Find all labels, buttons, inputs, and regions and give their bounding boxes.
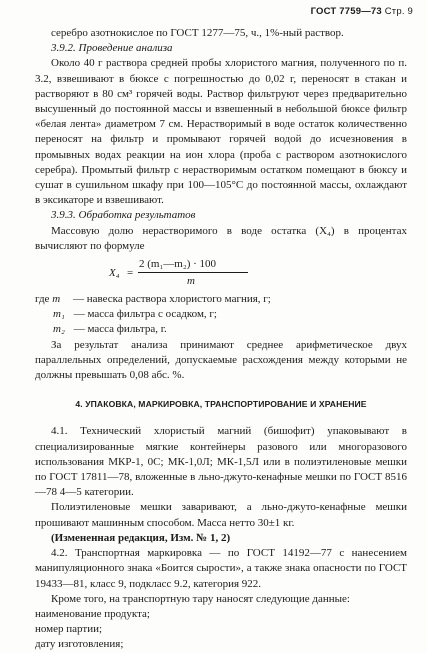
chapter-4-title: 4. УПАКОВКА, МАРКИРОВКА, ТРАНСПОРТИРОВАНИЕ И ХРАНЕНИЕ <box>75 399 367 410</box>
section-3-9-3-text: Массовую долю нерастворимого в воде остатка (X₄) в процентах вычисляют по формуле <box>35 224 407 252</box>
formula-numerator: 2 (m₁—m₂) · 100 <box>139 258 217 271</box>
result-text: За результат анализа принимают среднее арифметическое двух параллельных определений, допускаемые расхождения между которыми не должны превышать 0,08 абс. %. <box>35 338 407 382</box>
formula-lhs: X₄ <box>109 267 120 280</box>
section-4-1-edit-note: (Измененная редакция, Изм. № 1, 2) <box>51 531 231 544</box>
document-body <box>35 26 407 653</box>
definition-m1: — масса фильтра с осадком, г; <box>73 308 217 321</box>
intro-line: серебро азотнокислое по ГОСТ 1277—75, ч., 1%-ный раствор. <box>51 27 344 39</box>
standard-number: ГОСТ 7759—73 <box>310 6 382 17</box>
where-row-m <box>35 292 407 307</box>
where-row-m1 <box>53 307 407 322</box>
definition-m: — навеска раствора хлористого магния, г; <box>72 293 271 306</box>
symbol-m1: m₁ <box>53 308 65 321</box>
section-4-2-text-b: Кроме того, на транспортную тару наносят следующие данные: <box>51 592 350 605</box>
fraction-bar <box>138 272 248 273</box>
section-4-2-text: 4.2. Транспортная маркировка — по ГОСТ 14192—77 с нанесением манипуляционного знака «Боится сырости», а также знака опасности по ГОСТ 19433—81, класс 9, подкласс 9.2, категория 922. <box>35 547 407 590</box>
section-3-9-2-text: Около 40 г раствора средней пробы хлористого магния, полученного по п. 3.2, взвешивают в бюксе с погрешностью до 0,02 г, переносят в стакан и растворяют в 80 см³ горячей воды. Раствор фильтруют через предварительно высушенный до постоянной массы и взвешенный в небольшой бюксе фильтр «белая лента» диаметром 7 см. Нерастворимый в воде остаток количественно переносят на фильтр и промывают горячей водой до исчезновения в промывных водах реакции на ион хлора (проба с раствором азотнокислого серебра). Промытый фильтр с нерастворимым остатком помещают в бюксу и сушат в сушильном шкафу при 100—105°С до постоянной массы, охлаждают в эксикаторе и взвешивают. <box>35 57 407 207</box>
where-row-m2 <box>53 322 407 337</box>
symbol-m2: m₂ <box>53 323 65 336</box>
list-item: дату изготовления; <box>35 638 124 651</box>
section-4-1-text-b: Полиэтиленовые мешки заваривают, а льно-джуто-кенафные мешки прошивают машинным способом. Масса нетто 30±1 кг. <box>35 501 407 529</box>
section-4-1-text: 4.1. Технический хлористый магний (бишофит) упаковывают в специализированные мягкие контейнеры разового или многоразового использования МКР-1, 0С; МК-1,0Л; МК-1,5Л или в полиэтиленовые мешки по ГОСТ 17811—78, вложенные в льно-джуто-кенафные мешки по ГОСТ 8516—78 4—5 категории. <box>35 425 407 499</box>
formula-equals: = <box>127 267 134 280</box>
formula-denominator: m <box>187 275 195 288</box>
page-header <box>311 6 413 17</box>
where-lead: где <box>35 293 53 306</box>
section-3-9-2-title: 3.9.2. Проведение анализа <box>51 42 173 55</box>
symbol-m: m <box>52 293 61 306</box>
page-number: Стр. 9 <box>384 6 413 17</box>
section-3-9-3-title: 3.9.3. Обработка результатов <box>51 209 196 222</box>
list-item: наименование продукта; <box>35 607 150 620</box>
definition-m2: — масса фильтра, г. <box>73 323 167 336</box>
list-item: номер партии; <box>35 623 103 636</box>
formula <box>35 256 407 290</box>
